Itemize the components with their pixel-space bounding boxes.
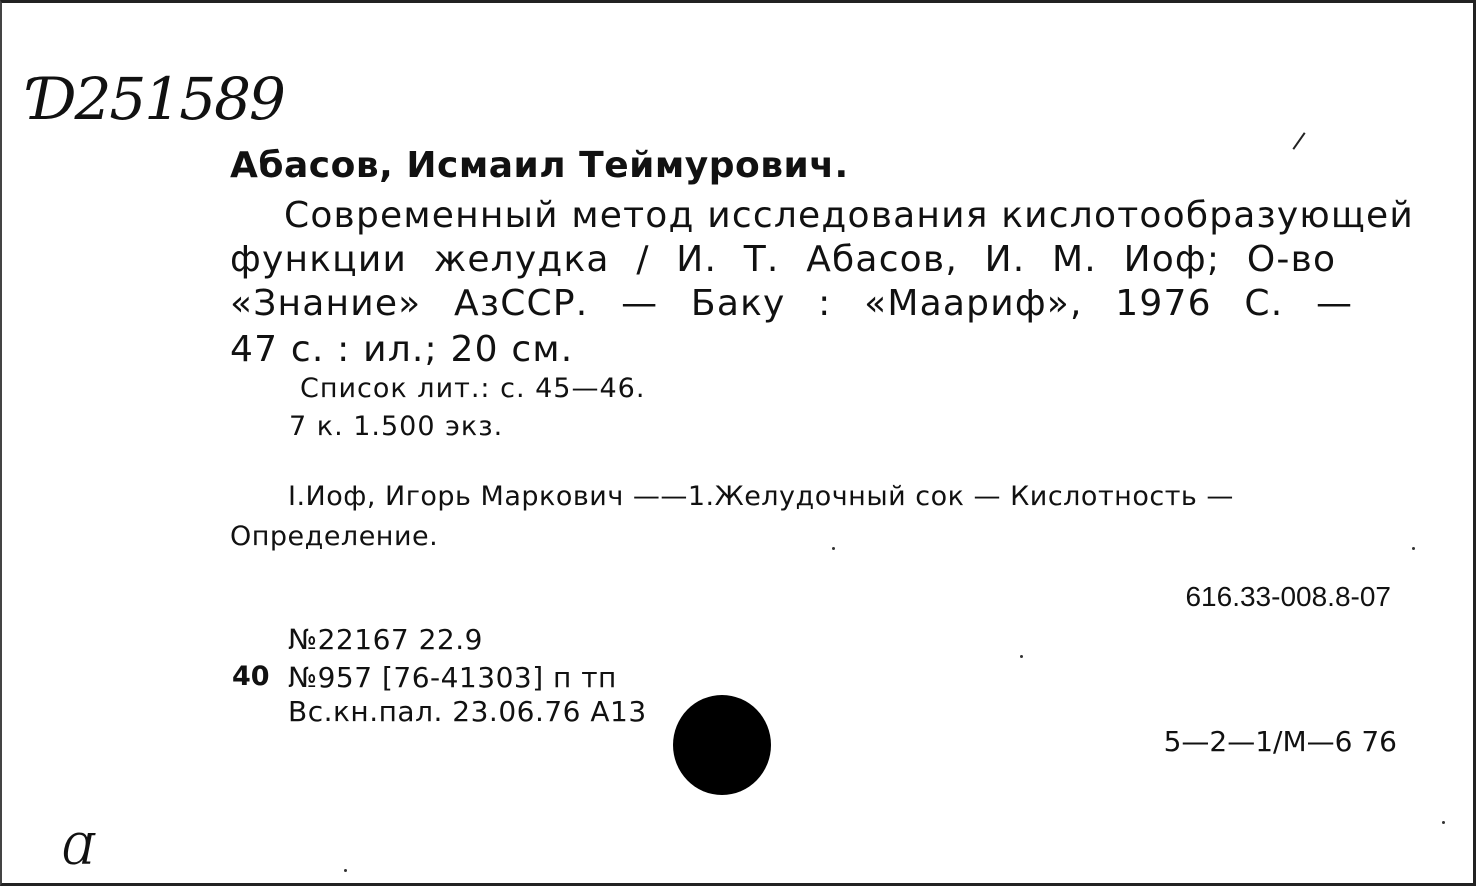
punch-hole (673, 695, 771, 795)
bibliography-note: Список лит.: с. 45—46. (300, 373, 646, 404)
print-number-40: 40 (232, 661, 270, 692)
print-order: №22167 22.9 (288, 623, 483, 656)
tracing-line-1: I.Иоф, Игорь Маркович ——1.Желудочный сок — Кислотность — (288, 481, 1234, 512)
speck (1020, 655, 1023, 658)
tracing-line-2: Определение. (230, 521, 439, 552)
check-mark (1292, 132, 1305, 150)
card-code: 5—2—1/М—6 76 (1163, 725, 1397, 758)
speck (1412, 547, 1415, 550)
corner-mark: Ɑ (62, 825, 95, 874)
title-line-2: функции желудка / И. Т. Абасов, И. М. Иоф; О-во (230, 239, 1337, 280)
speck (344, 869, 347, 872)
udc-classification: 616.33-008.8-07 (1185, 581, 1391, 612)
price-copies-note: 7 к. 1.500 экз. (289, 411, 504, 442)
title-line-1: Современный метод исследования кислотообразующей (284, 195, 1414, 236)
speck (832, 547, 835, 550)
author-heading: Абасов, Исмаил Теймурович. (230, 145, 849, 186)
print-line-3: Вс.кн.пал. 23.06.76 А13 (288, 695, 647, 728)
title-line-4: 47 с. : ил.; 20 см. (230, 329, 574, 370)
speck (1442, 821, 1445, 824)
inventory-number: Ɗ251589 (30, 65, 284, 133)
print-line-2: №957 [76-41303] п тп (288, 661, 617, 694)
title-line-3: «Знание» АзССР. — Баку : «Маариф», 1976 С. — (230, 283, 1354, 324)
